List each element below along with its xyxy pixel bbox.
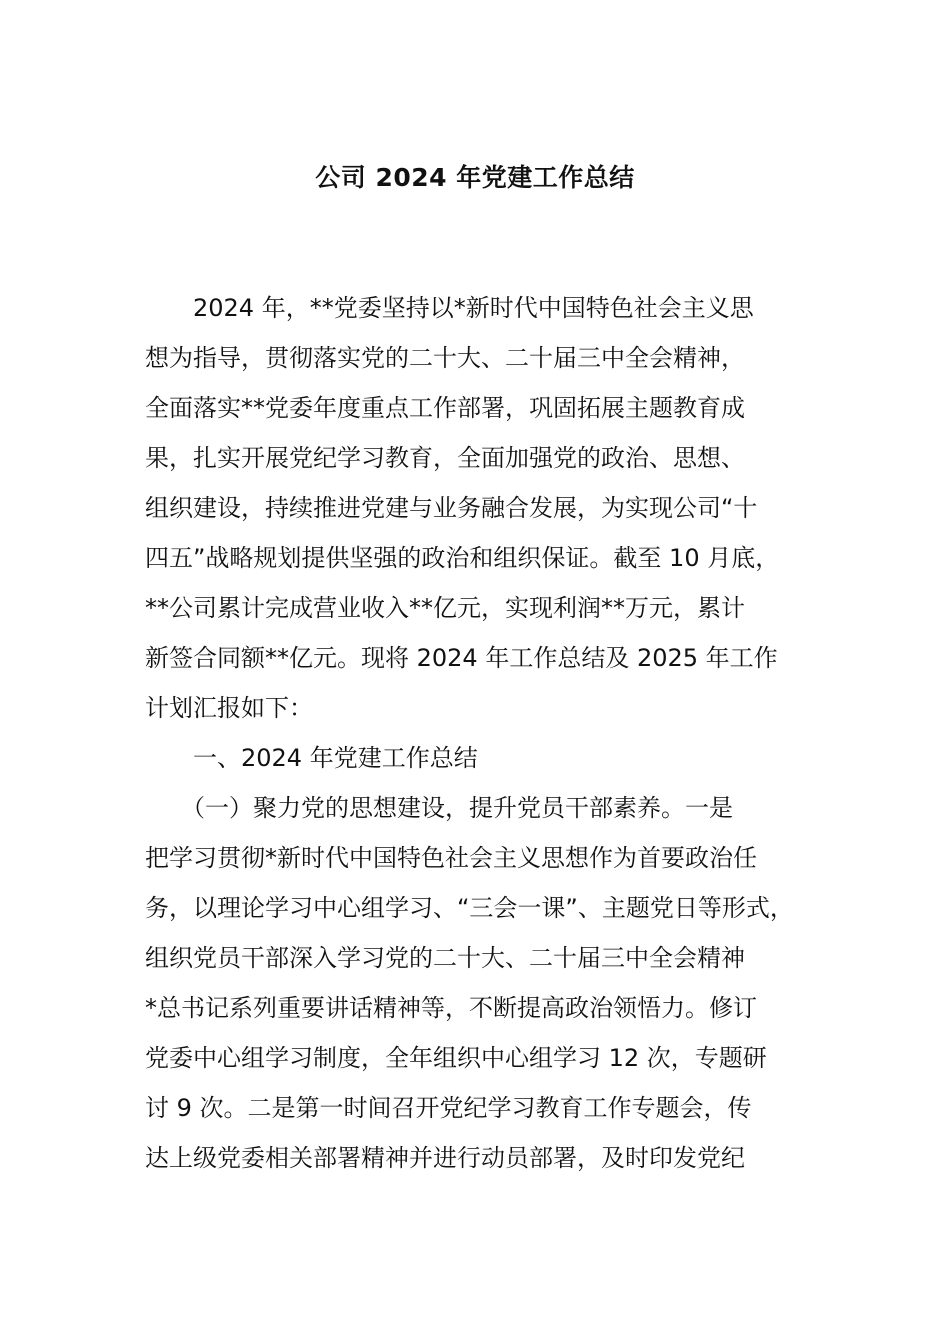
document-body (145, 283, 815, 1183)
body-line: 组织建设，持续推进党建与业务融合发展，为实现公司“十 (145, 494, 758, 522)
body-line: *总书记系列重要讲话精神等，不断提高政治领悟力。修订 (145, 994, 757, 1022)
body-line: 组织党员干部深入学习党的二十大、二十届三中全会精神 (145, 944, 745, 972)
body-line: 务，以理论学习中心组学习、“三会一课”、主题党日等形式， (145, 894, 794, 922)
body-line: 果，扎实开展党纪学习教育，全面加强党的政治、思想、 (145, 444, 745, 472)
document-title: 公司 2024 年党建工作总结 (315, 163, 635, 192)
body-line: 2024 年，**党委坚持以*新时代中国特色社会主义思 (145, 294, 754, 322)
section-heading: 一、2024 年党建工作总结 (145, 744, 478, 772)
body-line: 全面落实**党委年度重点工作部署，巩固拓展主题教育成 (145, 394, 745, 422)
body-line: 把学习贯彻*新时代中国特色社会主义思想作为首要政治任 (145, 844, 757, 872)
body-line: 新签合同额**亿元。现将 2024 年工作总结及 2025 年工作 (145, 644, 778, 672)
body-line: 想为指导，贯彻落实党的二十大、二十届三中全会精神， (145, 344, 745, 372)
body-line: 计划汇报如下： (145, 694, 313, 722)
body-line: **公司累计完成营业收入**亿元，实现利润**万元，累计 (145, 594, 745, 622)
body-line: （一）聚力党的思想建设，提升党员干部素养。一是 (145, 794, 733, 822)
body-line: 四五”战略规划提供坚强的政治和组织保证。截至 10 月底， (145, 544, 780, 572)
body-line: 党委中心组学习制度，全年组织中心组学习 12 次，专题研 (145, 1044, 767, 1072)
body-line: 达上级党委相关部署精神并进行动员部署，及时印发党纪 (145, 1144, 745, 1172)
body-line: 讨 9 次。二是第一时间召开党纪学习教育工作专题会，传 (145, 1094, 752, 1122)
